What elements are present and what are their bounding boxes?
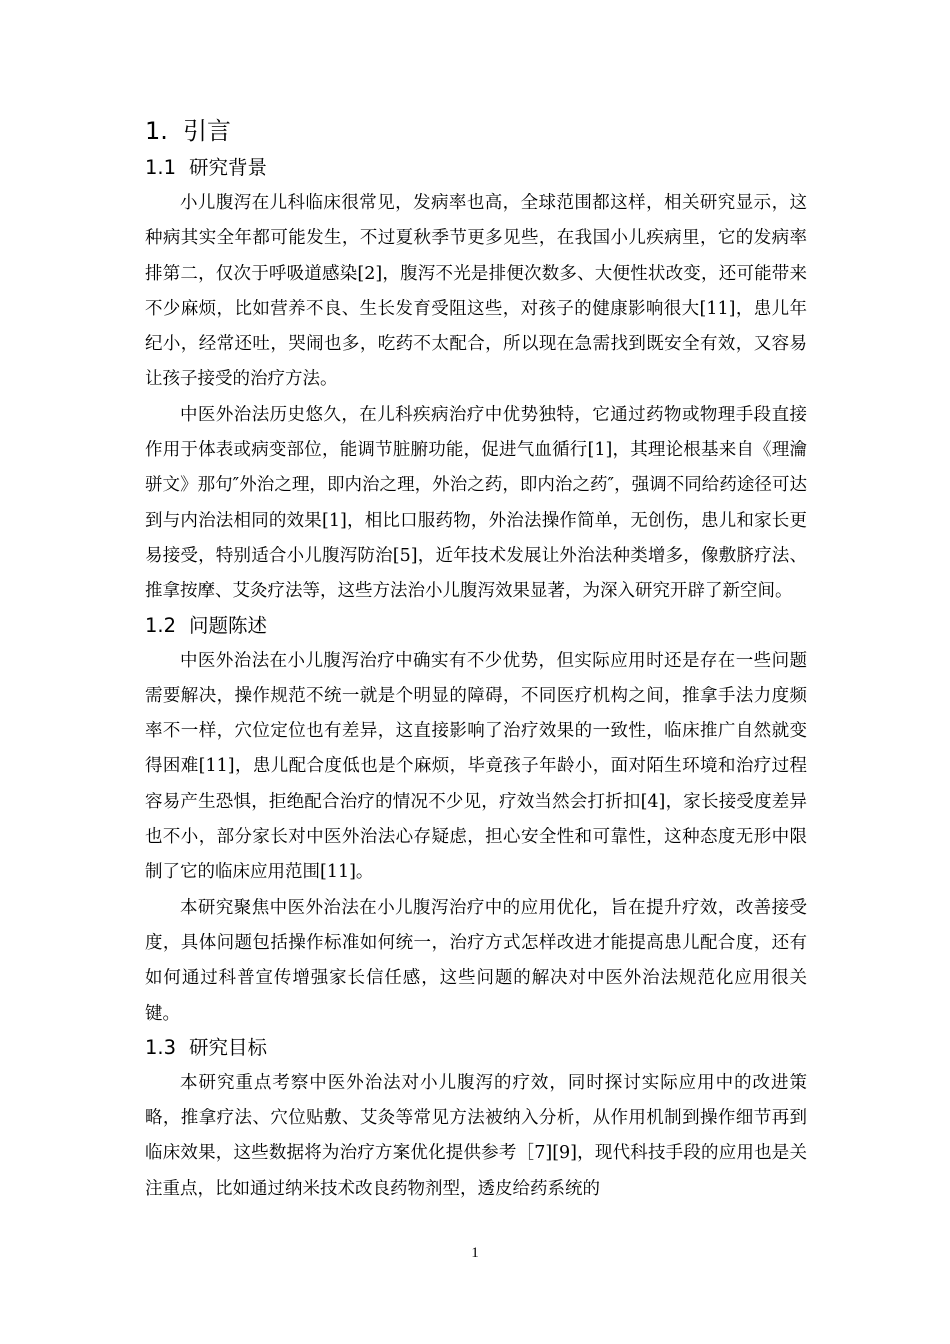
chapter-title: 引言 bbox=[183, 117, 231, 145]
chapter-heading bbox=[145, 112, 807, 150]
page-number: 1 bbox=[471, 1245, 479, 1261]
chapter-number: 1. bbox=[145, 117, 168, 145]
section-number: 1.1 bbox=[145, 156, 177, 179]
section-heading-1-3 bbox=[145, 1032, 807, 1064]
paragraph: 小儿腹泻在儿科临床很常见，发病率也高，全球范围都这样，相关研究显示，这种病其实全年都可能发生，不过夏秋季节更多见些，在我国小儿疾病里，它的发病率排第二，仅次于呼吸道感染[2]，腹泻不光是排便次数多、大便性状改变，还可能带来不少麻烦，比如营养不良、生长发育受阻这些，对孩子的健康影响很大[11]，患儿年纪小，经常还吐，哭闹也多，吃药不太配合，所以现在急需找到既安全有效，又容易让孩子接受的治疗方法。 bbox=[145, 193, 807, 390]
section-heading-1-2 bbox=[145, 610, 807, 642]
paragraph: 本研究聚焦中医外治法在小儿腹泻治疗中的应用优化，旨在提升疗效，改善接受度，具体问题包括操作标准如何统一，治疗方式怎样改进才能提高患儿配合度，还有如何通过科普宣传增强家长信任感，这些问题的解决对中医外治法规范化应用很关键。 bbox=[145, 897, 807, 1024]
section-heading-1-1 bbox=[145, 152, 807, 184]
paragraph: 本研究重点考察中医外治法对小儿腹泻的疗效，同时探讨实际应用中的改进策略，推拿疗法、穴位贴敷、艾灸等常见方法被纳入分析，从作用机制到操作细节再到临床效果，这些数据将为治疗方案优化提供参考［7][9]，现代科技手段的应用也是关注重点，比如通过纳米技术改良药物剂型，透皮给药系统的 bbox=[145, 1072, 807, 1199]
paragraph: 中医外治法历史悠久，在儿科疾病治疗中优势独特，它通过药物或物理手段直接作用于体表或病变部位，能调节脏腑功能，促进气血循行[1]，其理论根基来自《理瀹骈文》那句″外治之理，即内治之理，外治之药，即内治之药″，强调不同给药途径可达到与内治法相同的效果[1]，相比口服药物，外治法操作简单，无创伤，患儿和家长更易接受，特别适合小儿腹泻防治[5]，近年技术发展让外治法种类增多，像敷脐疗法、推拿按摩、艾灸疗法等，这些方法治小儿腹泻效果显著，为深入研究开辟了新空间。 bbox=[145, 404, 807, 602]
section-title: 问题陈述 bbox=[189, 613, 268, 637]
section-title: 研究背景 bbox=[189, 156, 268, 179]
section-number: 1.3 bbox=[145, 1035, 177, 1059]
page-content bbox=[145, 112, 807, 1207]
section-number: 1.2 bbox=[145, 613, 177, 637]
section-title: 研究目标 bbox=[189, 1035, 268, 1059]
paragraph: 中医外治法在小儿腹泻治疗中确实有不少优势，但实际应用时还是存在一些问题需要解决，操作规范不统一就是个明显的障碍，不同医疗机构之间，推拿手法力度频率不一样，穴位定位也有差异，这直接影响了治疗效果的一致性，临床推广自然就变得困难[11]，患儿配合度低也是个麻烦，毕竟孩子年龄小，面对陌生环境和治疗过程容易产生恐惧，拒绝配合治疗的情况不少见，疗效当然会打折扣[4]，家长接受度差异也不小，部分家长对中医外治法心存疑虑，担心安全性和可靠性，这种态度无形中限制了它的临床应用范围[11]。 bbox=[145, 650, 807, 883]
